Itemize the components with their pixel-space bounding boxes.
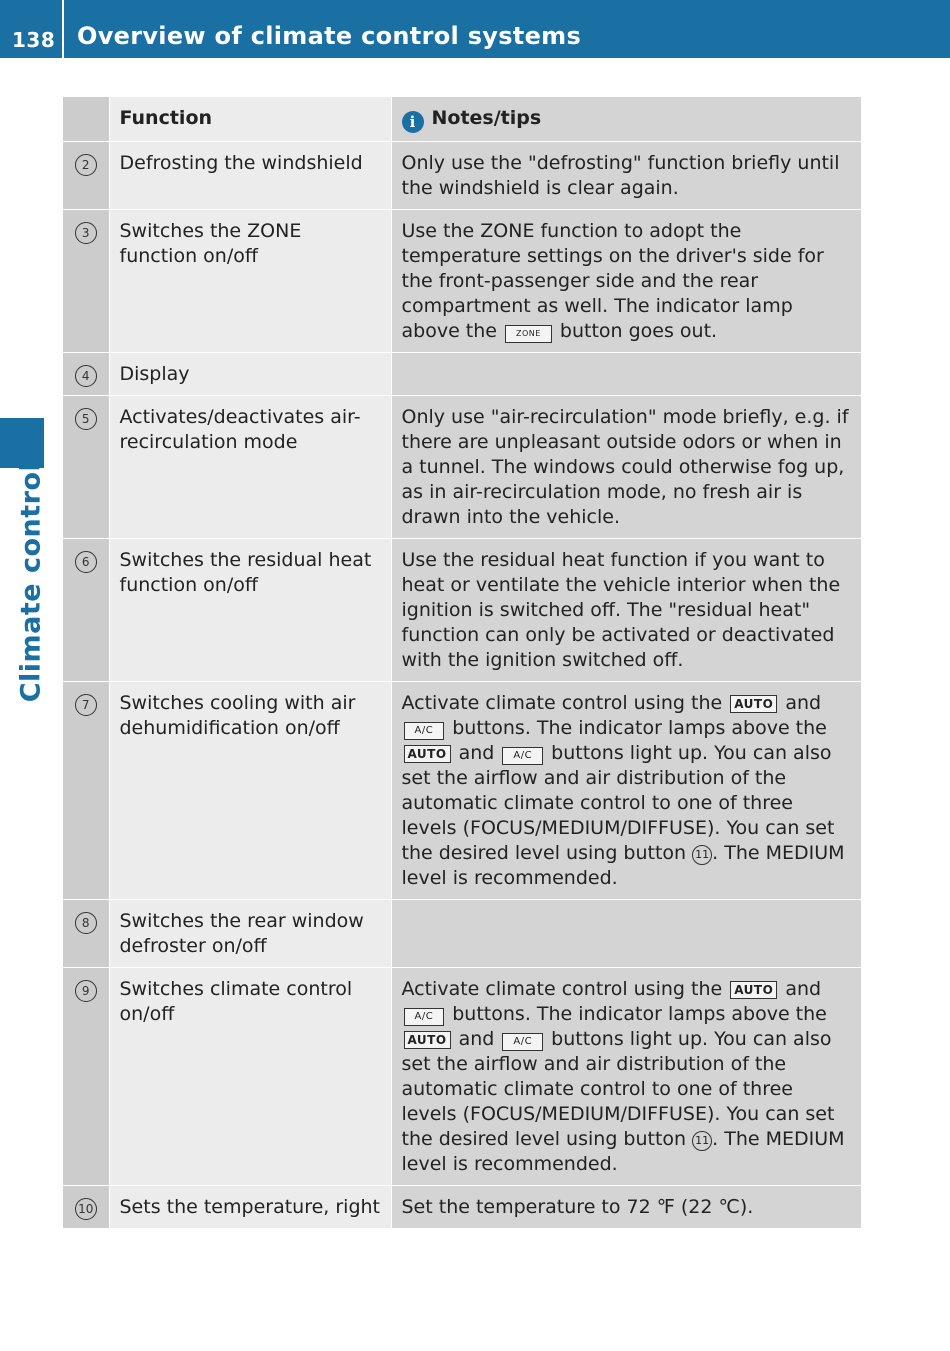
notes-text: . The MEDIUM level is recommended.: [401, 1128, 845, 1175]
auto-button-icon: AUTO: [730, 695, 777, 713]
info-icon: i: [402, 111, 424, 133]
item-number: 3: [75, 222, 97, 244]
table-row: [63, 682, 861, 900]
item-number: 9: [75, 980, 97, 1002]
notes-text: buttons. The indicator lamps above the: [452, 717, 827, 739]
item-number: 5: [75, 408, 97, 430]
notes-cell: Only use the "defrosting" function briefly until the windshield is clear again.: [391, 142, 861, 210]
page-header: [0, 0, 950, 58]
item-number: 7: [75, 694, 97, 716]
notes-text: buttons light up. You can also set the airflow and air distribution of the automatic climate control to one of three levels (FOCUS/MEDIUM/DIFFUSE). You can set the desired level using button: [401, 1028, 835, 1150]
table-row: [63, 900, 861, 968]
function-cell: Activates/deactivates air-recirculation mode: [109, 396, 391, 539]
button-reference-number: 11: [692, 1131, 712, 1151]
function-cell: Switches the residual heat function on/off: [109, 539, 391, 682]
zone-button-icon: ZONE: [505, 325, 552, 343]
column-header-function: Function: [109, 97, 391, 142]
table-row: [63, 142, 861, 210]
item-number: 2: [75, 154, 97, 176]
table-row: [63, 210, 861, 353]
notes-cell: [391, 968, 861, 1186]
notes-text: buttons. The indicator lamps above the: [452, 1003, 827, 1025]
notes-header-label: Notes/tips: [431, 107, 542, 129]
auto-button-icon: AUTO: [404, 1031, 451, 1049]
page-number: 138: [12, 28, 56, 52]
notes-text: button goes out.: [559, 320, 718, 342]
notes-text: and: [785, 978, 822, 1000]
page-title: Overview of climate control systems: [77, 22, 582, 50]
notes-text: Activate climate control using the: [401, 692, 723, 714]
table-header-row: [63, 97, 861, 142]
table-row: [63, 539, 861, 682]
table-row: [63, 353, 861, 396]
function-cell: Sets the temperature, right: [109, 1186, 391, 1229]
function-cell: Defrosting the windshield: [109, 142, 391, 210]
notes-cell: Only use "air-recirculation" mode briefly, e.g. if there are unpleasant outside odors or when in a tunnel. The windows could otherwise fog up, as in air-recirculation mode, no fresh air is drawn into the vehicle.: [391, 396, 861, 539]
item-number: 10: [75, 1198, 97, 1220]
notes-cell: [391, 353, 861, 396]
table-row: [63, 396, 861, 539]
function-cell: Switches cooling with air dehumidification on/off: [109, 682, 391, 900]
header-divider: [62, 0, 64, 58]
table-row: [63, 968, 861, 1186]
notes-cell: Set the temperature to 72 ℉ (22 ℃).: [391, 1186, 861, 1229]
auto-button-icon: AUTO: [730, 981, 777, 999]
notes-text: and: [785, 692, 822, 714]
function-cell: Switches the rear window defroster on/off: [109, 900, 391, 968]
column-header-notes: [391, 97, 861, 142]
function-cell: Switches climate control on/off: [109, 968, 391, 1186]
item-number: 4: [75, 365, 97, 387]
ac-button-icon: A/C: [502, 747, 543, 765]
function-cell: Switches the ZONE function on/off: [109, 210, 391, 353]
ac-button-icon: A/C: [404, 1008, 445, 1026]
function-cell: Display: [109, 353, 391, 396]
button-reference-number: 11: [692, 845, 712, 865]
notes-text: and: [458, 1028, 495, 1050]
notes-text: . The MEDIUM level is recommended.: [401, 842, 845, 889]
notes-cell: [391, 210, 861, 353]
ac-button-icon: A/C: [502, 1033, 543, 1051]
notes-cell: [391, 682, 861, 900]
notes-text: and: [458, 742, 495, 764]
item-number: 8: [75, 912, 97, 934]
notes-text: Use the ZONE function to adopt the temperature settings on the driver's side for the front-passenger side and the rear compartment as well. The indicator lamp above the: [401, 220, 824, 342]
item-number: 6: [75, 551, 97, 573]
notes-text: buttons light up. You can also set the airflow and air distribution of the automatic climate control to one of three levels (FOCUS/MEDIUM/DIFFUSE). You can set the desired level using button: [401, 742, 835, 864]
auto-button-icon: AUTO: [404, 745, 451, 763]
section-label: Climate control: [15, 461, 47, 703]
header-num-cell: [63, 97, 109, 142]
notes-text: Activate climate control using the: [401, 978, 723, 1000]
notes-cell: Use the residual heat function if you want to heat or ventilate the vehicle interior when the ignition is switched off. The "residual heat" function can only be activated or deactivated with the ignition switched off.: [391, 539, 861, 682]
notes-cell: [391, 900, 861, 968]
section-tab-marker: [0, 418, 44, 468]
table-row: [63, 1186, 861, 1229]
ac-button-icon: A/C: [404, 722, 445, 740]
climate-control-table: [63, 97, 861, 1229]
